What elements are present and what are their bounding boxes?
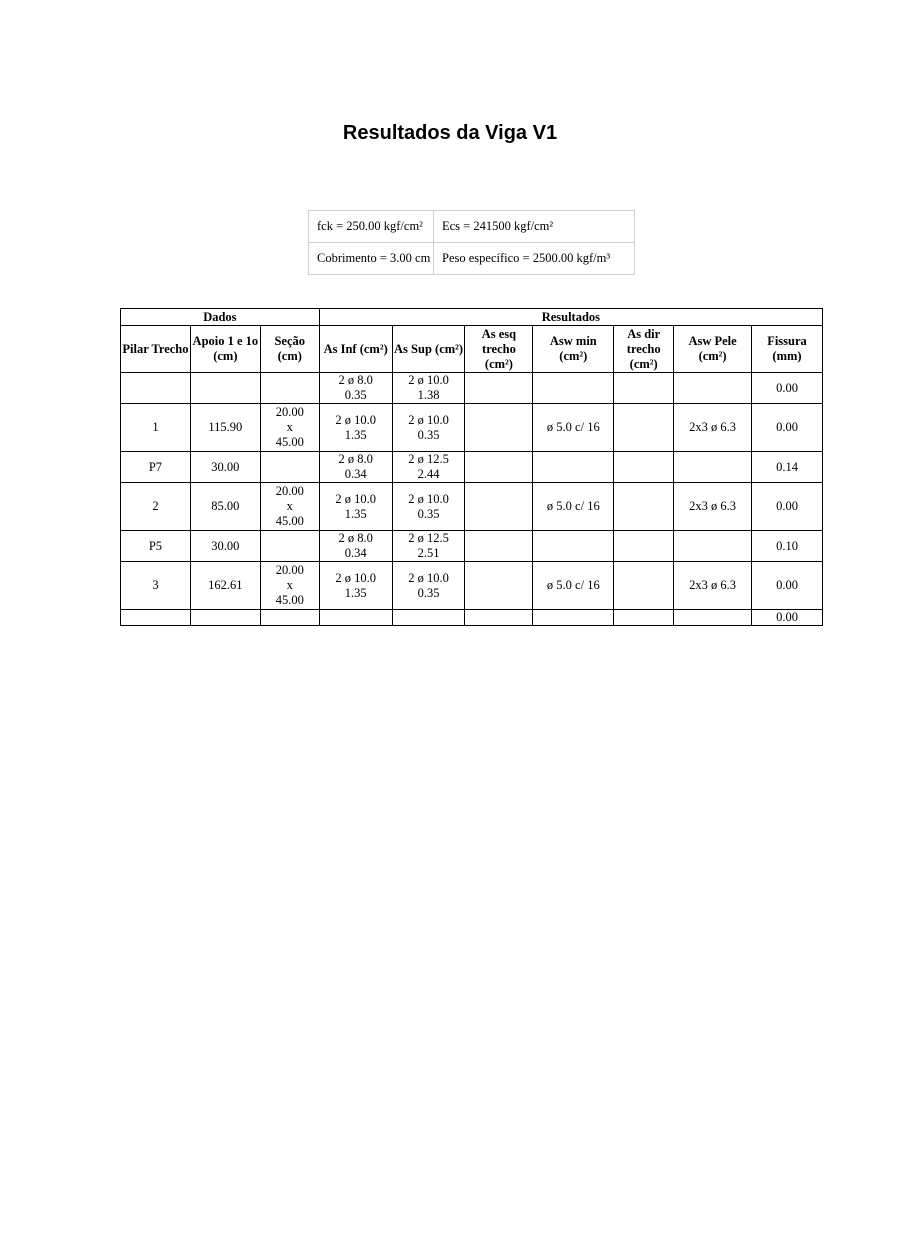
cell-as-inf: 2 ø 8.0 0.34	[319, 531, 392, 562]
results-table	[120, 308, 823, 626]
table-row	[121, 610, 823, 626]
table-row	[121, 373, 823, 404]
cell-pilar-trecho: 1	[121, 404, 191, 452]
cell-as-esq-trecho	[465, 610, 533, 626]
cell-apoio	[190, 610, 260, 626]
cell-pilar-trecho: 3	[121, 562, 191, 610]
cell-asw-min: ø 5.0 c/ 16	[533, 404, 614, 452]
cell-apoio: 162.61	[190, 562, 260, 610]
cell-fissura: 0.00	[752, 562, 823, 610]
cell-asw-pele: 2x3 ø 6.3	[674, 404, 752, 452]
cell-pilar-trecho: 2	[121, 483, 191, 531]
cell-asw-min	[533, 452, 614, 483]
cell-apoio	[190, 373, 260, 404]
cobrimento-cell: Cobrimento = 3.00 cm	[309, 243, 434, 275]
cell-as-dir-trecho	[614, 404, 674, 452]
header-as-sup: As Sup (cm²)	[392, 326, 465, 373]
cell-as-dir-trecho	[614, 562, 674, 610]
cell-as-sup: 2 ø 10.0 0.35	[392, 562, 465, 610]
cell-as-dir-trecho	[614, 452, 674, 483]
cell-as-esq-trecho	[465, 562, 533, 610]
results-body	[121, 373, 823, 626]
cell-as-esq-trecho	[465, 531, 533, 562]
cell-fissura: 0.10	[752, 531, 823, 562]
cell-as-inf: 2 ø 10.0 1.35	[319, 404, 392, 452]
cell-as-sup: 2 ø 10.0 0.35	[392, 483, 465, 531]
cell-as-esq-trecho	[465, 483, 533, 531]
header-asw-pele: Asw Pele (cm²)	[674, 326, 752, 373]
table-row	[121, 531, 823, 562]
cell-fissura: 0.00	[752, 404, 823, 452]
cell-asw-min	[533, 373, 614, 404]
cell-as-sup	[392, 610, 465, 626]
cell-fissura: 0.14	[752, 452, 823, 483]
cell-apoio: 85.00	[190, 483, 260, 531]
table-row	[121, 562, 823, 610]
header-as-esq-trecho: As esq trecho (cm²)	[465, 326, 533, 373]
cell-secao: 20.00 x 45.00	[260, 483, 319, 531]
cell-apoio: 115.90	[190, 404, 260, 452]
peso-especifico-cell: Peso específico = 2500.00 kgf/m³	[434, 243, 635, 275]
group-resultados: Resultados	[319, 309, 822, 326]
cell-asw-pele	[674, 373, 752, 404]
column-header-row	[121, 326, 823, 373]
table-row	[121, 483, 823, 531]
parameters-row	[309, 211, 635, 243]
cell-as-inf: 2 ø 8.0 0.34	[319, 452, 392, 483]
cell-pilar-trecho	[121, 373, 191, 404]
cell-asw-min	[533, 531, 614, 562]
group-header-row	[121, 309, 823, 326]
cell-secao: 20.00 x 45.00	[260, 404, 319, 452]
header-secao: Seção (cm)	[260, 326, 319, 373]
cell-as-sup: 2 ø 10.0 1.38	[392, 373, 465, 404]
group-dados: Dados	[121, 309, 320, 326]
cell-pilar-trecho: P7	[121, 452, 191, 483]
cell-secao	[260, 452, 319, 483]
cell-as-inf: 2 ø 8.0 0.35	[319, 373, 392, 404]
cell-asw-min: ø 5.0 c/ 16	[533, 483, 614, 531]
cell-as-dir-trecho	[614, 610, 674, 626]
cell-fissura: 0.00	[752, 373, 823, 404]
cell-apoio: 30.00	[190, 452, 260, 483]
cell-as-sup: 2 ø 10.0 0.35	[392, 404, 465, 452]
header-as-inf: As Inf (cm²)	[319, 326, 392, 373]
cell-secao	[260, 373, 319, 404]
cell-secao: 20.00 x 45.00	[260, 562, 319, 610]
header-as-dir-trecho: As dir trecho (cm²)	[614, 326, 674, 373]
cell-asw-pele	[674, 610, 752, 626]
cell-as-sup: 2 ø 12.5 2.44	[392, 452, 465, 483]
cell-as-dir-trecho	[614, 483, 674, 531]
cell-as-inf	[319, 610, 392, 626]
header-pilar-trecho: Pilar Trecho	[121, 326, 191, 373]
cell-as-esq-trecho	[465, 404, 533, 452]
cell-fissura: 0.00	[752, 483, 823, 531]
cell-asw-min: ø 5.0 c/ 16	[533, 562, 614, 610]
cell-as-dir-trecho	[614, 531, 674, 562]
cell-asw-min	[533, 610, 614, 626]
cell-pilar-trecho	[121, 610, 191, 626]
cell-as-inf: 2 ø 10.0 1.35	[319, 562, 392, 610]
cell-as-dir-trecho	[614, 373, 674, 404]
cell-asw-pele: 2x3 ø 6.3	[674, 562, 752, 610]
table-row	[121, 404, 823, 452]
parameters-row	[309, 243, 635, 275]
cell-as-esq-trecho	[465, 452, 533, 483]
cell-apoio: 30.00	[190, 531, 260, 562]
cell-secao	[260, 531, 319, 562]
header-apoio: Apoio 1 e 1o (cm)	[190, 326, 260, 373]
cell-asw-pele	[674, 452, 752, 483]
header-fissura: Fissura (mm)	[752, 326, 823, 373]
cell-secao	[260, 610, 319, 626]
ecs-cell: Ecs = 241500 kgf/cm²	[434, 211, 635, 243]
cell-pilar-trecho: P5	[121, 531, 191, 562]
table-row	[121, 452, 823, 483]
parameters-table	[308, 210, 635, 275]
cell-asw-pele	[674, 531, 752, 562]
cell-fissura: 0.00	[752, 610, 823, 626]
cell-as-inf: 2 ø 10.0 1.35	[319, 483, 392, 531]
cell-asw-pele: 2x3 ø 6.3	[674, 483, 752, 531]
header-asw-min: Asw min (cm²)	[533, 326, 614, 373]
page-title: Resultados da Viga V1	[342, 122, 558, 144]
cell-as-esq-trecho	[465, 373, 533, 404]
fck-cell: fck = 250.00 kgf/cm²	[309, 211, 434, 243]
cell-as-sup: 2 ø 12.5 2.51	[392, 531, 465, 562]
